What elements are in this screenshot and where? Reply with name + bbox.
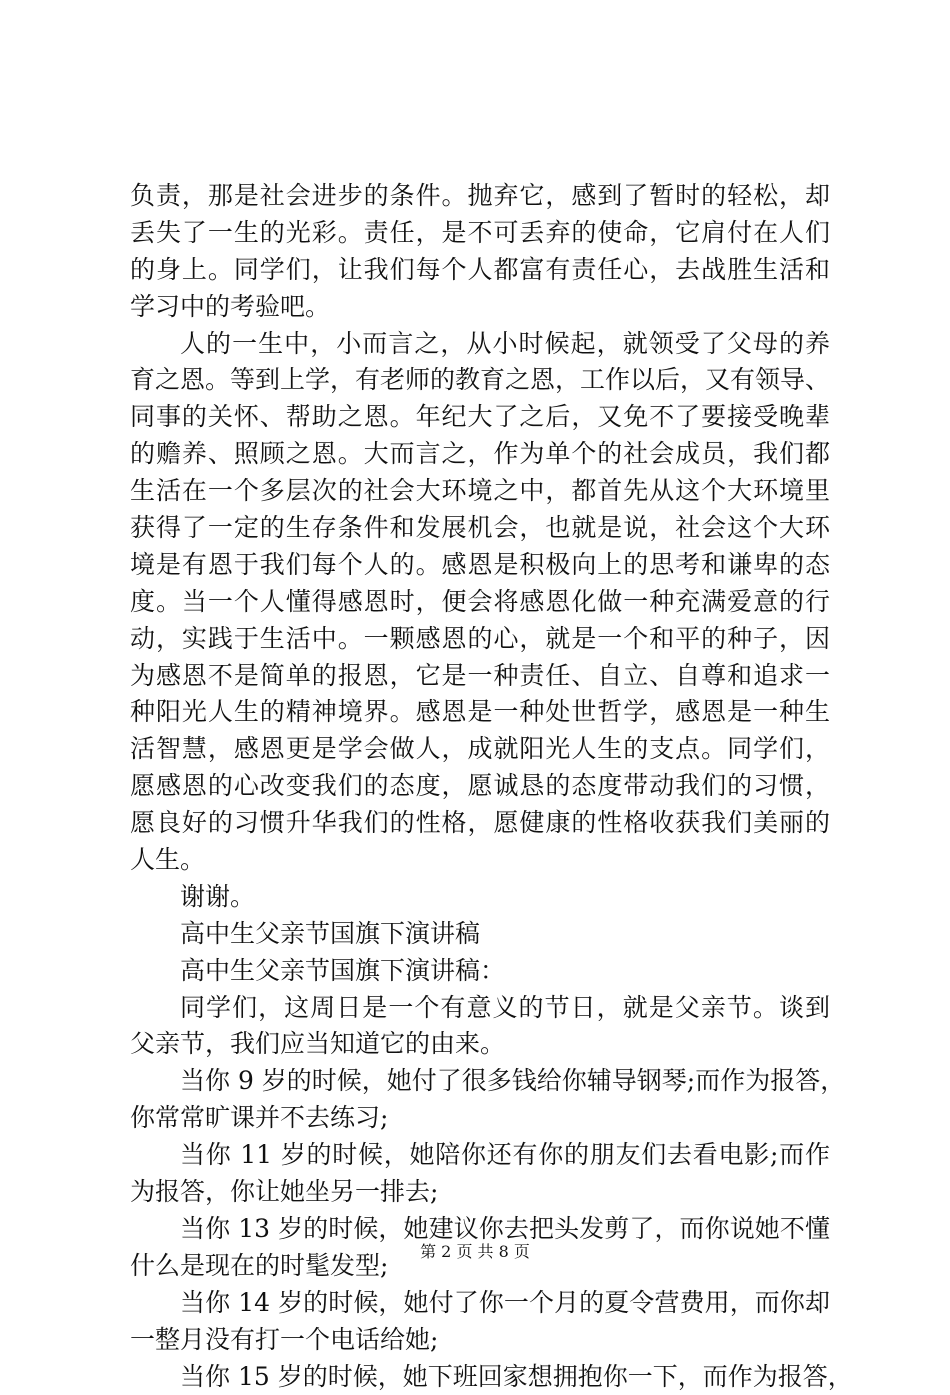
text-line: 当你 15 岁的时候，她下班回家想拥抱你一下，而作为报答，	[130, 1359, 830, 1395]
text-line: 愿感恩的心改变我们的态度，愿诚恳的态度带动我们的习惯，	[130, 768, 830, 805]
text-line: 人的一生中，小而言之，从小时候起，就领受了父母的养	[130, 326, 830, 363]
text-line: 同事的关怀、帮助之恩。年纪大了之后，又免不了要接受晚辈	[130, 399, 830, 436]
text-line: 获得了一定的生存条件和发展机会，也就是说，社会这个大环	[130, 510, 830, 547]
text-line: 为报答，你让她坐另一排去;	[130, 1174, 830, 1211]
text-line: 父亲节，我们应当知道它的由来。	[130, 1026, 830, 1063]
text-line: 为感恩不是简单的报恩，它是一种责任、自立、自尊和追求一	[130, 658, 830, 695]
text-line: 育之恩。等到上学，有老师的教育之恩，工作以后，又有领导、	[130, 362, 830, 399]
text-line: 的身上。同学们，让我们每个人都富有责任心，去战胜生活和	[130, 252, 830, 289]
text-line: 生活在一个多层次的社会大环境之中，都首先从这个大环境里	[130, 473, 830, 510]
text-line: 种阳光人生的精神境界。感恩是一种处世哲学，感恩是一种生	[130, 694, 830, 731]
heading-line: 高中生父亲节国旗下演讲稿：	[130, 953, 830, 990]
text-line: 活智慧，感恩更是学会做人，成就阳光人生的支点。同学们，	[130, 731, 830, 768]
text-line: 当你 9 岁的时候，她付了很多钱给你辅导钢琴;而作为报答，	[130, 1063, 830, 1100]
text-line: 度。当一个人懂得感恩时，便会将感恩化做一种充满爱意的行	[130, 584, 830, 621]
text-line: 谢谢。	[130, 879, 830, 916]
text-line: 当你 14 岁的时候，她付了你一个月的夏令营费用，而你却	[130, 1285, 830, 1322]
text-line: 丢失了一生的光彩。责任，是不可丢弃的使命，它肩付在人们	[130, 215, 830, 252]
text-line: 同学们，这周日是一个有意义的节日，就是父亲节。谈到	[130, 990, 830, 1027]
text-line: 一整月没有打一个电话给她;	[130, 1322, 830, 1359]
text-line: 学习中的考验吧。	[130, 289, 830, 326]
text-line: 人生。	[130, 842, 830, 879]
page-footer	[0, 1242, 950, 1262]
text-line: 的赡养、照顾之恩。大而言之，作为单个的社会成员，我们都	[130, 436, 830, 473]
text-line: 当你 13 岁的时候，她建议你去把头发剪了，而你说她不懂	[130, 1211, 830, 1248]
text-line: 境是有恩于我们每个人的。感恩是积极向上的思考和谦卑的态	[130, 547, 830, 584]
text-line: 愿良好的习惯升华我们的性格，愿健康的性格收获我们美丽的	[130, 805, 830, 842]
text-line: 动，实践于生活中。一颗感恩的心，就是一个和平的种子，因	[130, 621, 830, 658]
heading-line: 高中生父亲节国旗下演讲稿	[130, 916, 830, 953]
document-body	[130, 178, 830, 1395]
page-number-label: 第 2 页 共 8 页	[420, 1242, 530, 1261]
text-line: 什么是现在的时髦发型;	[130, 1248, 830, 1285]
text-line: 负责，那是社会进步的条件。抛弃它，感到了暂时的轻松，却	[130, 178, 830, 215]
text-line: 当你 11 岁的时候，她陪你还有你的朋友们去看电影;而作	[130, 1137, 830, 1174]
text-line: 你常常旷课并不去练习;	[130, 1100, 830, 1137]
